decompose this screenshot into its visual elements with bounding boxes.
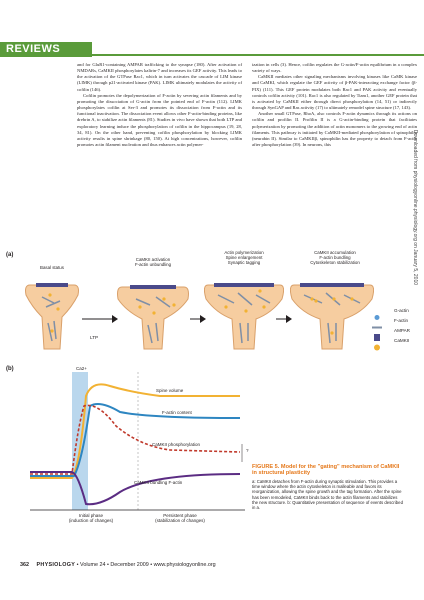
figure-caption bbox=[252, 464, 404, 511]
question-label: ? bbox=[246, 448, 249, 453]
paragraph: Cofilin promotes the depolymerization of F-actin by severing actin filaments and by promoting the dissociation of G-actin from the pointed end of F-actin (112). LIMK phosphorylates cofilin at Ser-3 and promotes its dissociation from F-actin and its functional inactivation. The dissociation event allows other F-actin-binding proteins, like drebrin A, to stabilize actin filaments (81). Studies in vivo have shown that both LTP and exploratory learning induce the phosphorylation of cofilin in the hippocampus (19, 28, 34, 81). On the other hand, preventing cofilin phosphorylation by blocking LIMK activity results in spine shrinkage (80, 150). At high concentrations, however, cofilin promotes actin filament nucleation and thus enhances actin polymer- bbox=[77, 92, 242, 148]
spine-activation bbox=[116, 277, 190, 353]
caption-text: a: CaMKII detaches from F-actin during synaptic stimulation. This provides a time window where the actin cytoskeleton is malleable and favors its reorganization, allowing the spine growth and the tag formation. After the spine has been remodeled, CaMKII binds back to the actin filaments and stabilizes the new structure. b: Quantitative presentation of sequence of events described in a. bbox=[252, 478, 403, 511]
figure-legend bbox=[372, 307, 420, 347]
stage-title-polymerization: Actin polymerization Spine enlargement Synaptic tagging bbox=[224, 250, 264, 266]
curve-spine-volume bbox=[30, 384, 240, 478]
legend-item bbox=[372, 317, 420, 327]
panel-a-label: (a) bbox=[6, 252, 14, 258]
curve-camkii-phos bbox=[30, 405, 240, 474]
caption-heading: Model for the "gating" mechanism of CaMKII in structural plasticity bbox=[252, 464, 400, 477]
arrow-right-icon bbox=[190, 313, 206, 325]
stage-title-accumulation: CaMKII accumulation F-actin bundling Cytoskeleton stabilization bbox=[310, 250, 360, 266]
download-note: Downloaded from physiologyonline.physiology.org on January 5, 2010 bbox=[412, 130, 418, 286]
page-footer bbox=[20, 562, 216, 568]
legend-label: G-actin bbox=[394, 308, 409, 313]
legend-item bbox=[372, 307, 420, 317]
body-column-left bbox=[77, 62, 242, 148]
spine-accumulation bbox=[290, 277, 374, 353]
ca-band bbox=[72, 372, 88, 510]
legend-item bbox=[372, 327, 420, 337]
figure-panel-a bbox=[20, 250, 420, 355]
factin-content-label: F-actin content bbox=[162, 410, 192, 415]
ca-label: Ca2+ bbox=[76, 366, 87, 371]
issue-info: • Volume 24 • December 2009 • www.physiologyonline.org bbox=[76, 562, 216, 568]
figure-number: FIGURE 5. bbox=[252, 464, 280, 470]
spine-polymerization-illustration bbox=[204, 277, 284, 353]
page-number: 362 bbox=[20, 562, 29, 568]
ltp-label: LTP bbox=[90, 335, 99, 340]
g-actin-icon bbox=[372, 308, 382, 315]
initial-phase-label: Initial phase (induction of changes) bbox=[68, 513, 114, 524]
body-column-right bbox=[252, 62, 417, 148]
time-course-plot bbox=[20, 366, 250, 516]
paragraph: CaMKII mediates other signaling mechanisms involving kinases like CaMK kinase and CaMKI, which regulate the GEF activity of β-PAK-interacting exchange factor (β-PIX) (111). This GEF protein modulates both Rac1 and PAK activity and eventually controls cofilin activity (101). Rac1 is also regulated by Tiam1, another GEF protein that is activated by CaMKII either through direct phosphorylation (14, 51) or indirectly through SynGAP and Ras activity (17) to ultimately remodel spine structure (17, 143). bbox=[252, 74, 417, 111]
paragraph: Another small GTPase, RhoA, also controls F-actin dynamics through its actions on cofilin and profilin II. Profilin II is a G-actin-binding protein that facilitates polymerization by promoting the addition of actin monomers to the growing end of actin filaments. This pathway is initiated by CaMKII-mediated phosphorylation of spinophilin (neurabin II). Similar to CaMKIIβ, spinophilin has the property to detach from F-actin after phosphorylation (39). In neurons, this bbox=[252, 111, 417, 148]
spine-accumulation-illustration bbox=[290, 277, 374, 353]
spine-polymerization bbox=[204, 277, 284, 353]
caption-title bbox=[252, 464, 404, 477]
legend-item bbox=[372, 337, 420, 347]
spine-activation-illustration bbox=[116, 277, 190, 353]
camkii-bundling-label: CaMKII bundling F-actin bbox=[134, 480, 183, 485]
legend-label: F-actin bbox=[394, 318, 409, 323]
spine-basal-illustration bbox=[22, 277, 82, 353]
stage-title-activation: CaMKII activation F-actin unbundling bbox=[134, 257, 172, 268]
paragraph: ization in cells (3). Hence, cofilin regulates the G-actin/F-actin equilibrium in a complex variety of ways. bbox=[252, 62, 417, 74]
curve-factin bbox=[30, 404, 240, 476]
arrow-right-icon bbox=[276, 313, 292, 325]
arrow-ltp-icon bbox=[82, 313, 118, 325]
section-tab bbox=[0, 42, 92, 57]
camkii-phos-label: CaMKII phosphorylation bbox=[152, 442, 201, 447]
camkii-icon bbox=[372, 338, 382, 345]
panel-b-label: (b) bbox=[6, 366, 14, 372]
stage-title-basal: Basal status bbox=[40, 265, 64, 270]
f-actin-icon bbox=[372, 318, 382, 325]
spine-volume-label: Spine volume bbox=[156, 388, 184, 393]
journal-name: PHYSIOLOGY bbox=[36, 562, 76, 568]
legend-label: CaMKII bbox=[394, 338, 410, 343]
section-rule bbox=[92, 54, 424, 56]
spine-basal bbox=[22, 277, 82, 353]
ampar-icon bbox=[372, 328, 382, 335]
persistent-phase-label: Persistent phase (stabilization of changes) bbox=[155, 513, 205, 524]
legend-label: AMPAR bbox=[394, 328, 410, 333]
paragraph: and for GluR1-containing AMPAR trafficking to the synapse (180). After activation of NMDARs, CaMKII phosphorylates kalirin-7 and increases its GEF activity. This leads to the activation of the GTPase Rac1, which in turn activates the cascade of LIM kinase (LIMK) through p21-activated kinase (PAK). LIMK ultimately modulates the activity of cofilin (146). bbox=[77, 62, 242, 92]
section-label: REVIEWS bbox=[6, 43, 61, 55]
section-header bbox=[0, 42, 424, 57]
